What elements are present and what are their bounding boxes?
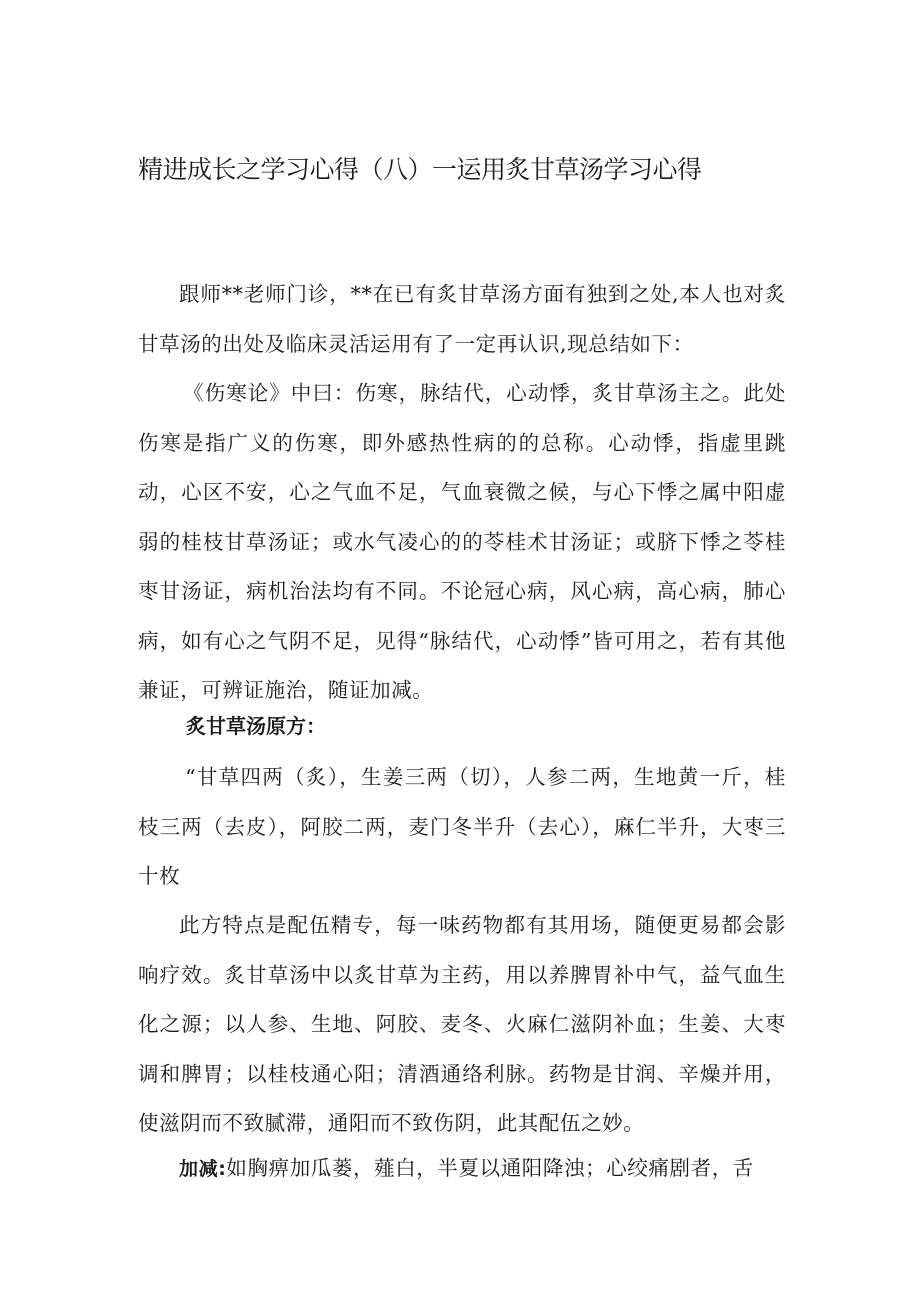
paragraph-intro: 跟师**老师门诊，**在已有炙甘草汤方面有独到之处,本人也对炙甘草汤的出处及临床灵活运用有了一定再认识,现总结如下：	[138, 282, 786, 356]
paragraph-jiajian	[138, 1144, 786, 1195]
document-title: 精进成长之学习心得（八）一运用炙甘草汤学习心得	[138, 155, 702, 184]
formula-heading: 炙甘草汤原方：	[186, 714, 326, 738]
paragraph-formula: “甘草四两（炙），生姜三两（切），人参二两，生地黄一斤，桂枝三两（去皮），阿胶二两，麦门冬半升（去心），麻仁半升，大枣三十枚	[138, 765, 786, 888]
paragraph-analysis: 此方特点是配伍精专，每一味药物都有其用场，随便更易都会影响疗效。炙甘草汤中以炙甘草为主药，用以养脾胃补中气，益气血生化之源；以人参、生地、阿胶、麦冬、火麻仁滋阴补血；生姜、大枣调和脾胃；以桂枝通心阳；清酒通络利脉。药物是甘润、辛燥并用，使滋阴而不致腻滞，通阳而不致伤阴，此其配伍之妙。	[138, 913, 786, 1135]
paragraph-shanghan: 《伤寒论》中曰：伤寒，脉结代，心动悸，炙甘草汤主之。此处伤寒是指广义的伤寒，即外感热性病的的总称。心动悸，指虚里跳动，心区不安，心之气血不足，气血衰微之候，与心下悸之属中阳虚弱的桂枝甘草汤证；或水气凌心的的苓桂术甘汤证；或脐下悸之苓桂枣甘汤证，病机治法均有不同。不论冠心病，风心病，高心病，肺心病，如有心之气阴不足，见得“脉结代，心动悸”皆可用之，若有其他兼证，可辨证施治，随证加减。	[138, 381, 786, 702]
jiajian-text: 如胸痹加瓜蒌，薤白，半夏以通阳降浊；心绞痛剧者，舌	[226, 1156, 754, 1180]
jiajian-label: 加减	[179, 1158, 219, 1180]
jiajian-colon: :	[218, 1158, 227, 1180]
